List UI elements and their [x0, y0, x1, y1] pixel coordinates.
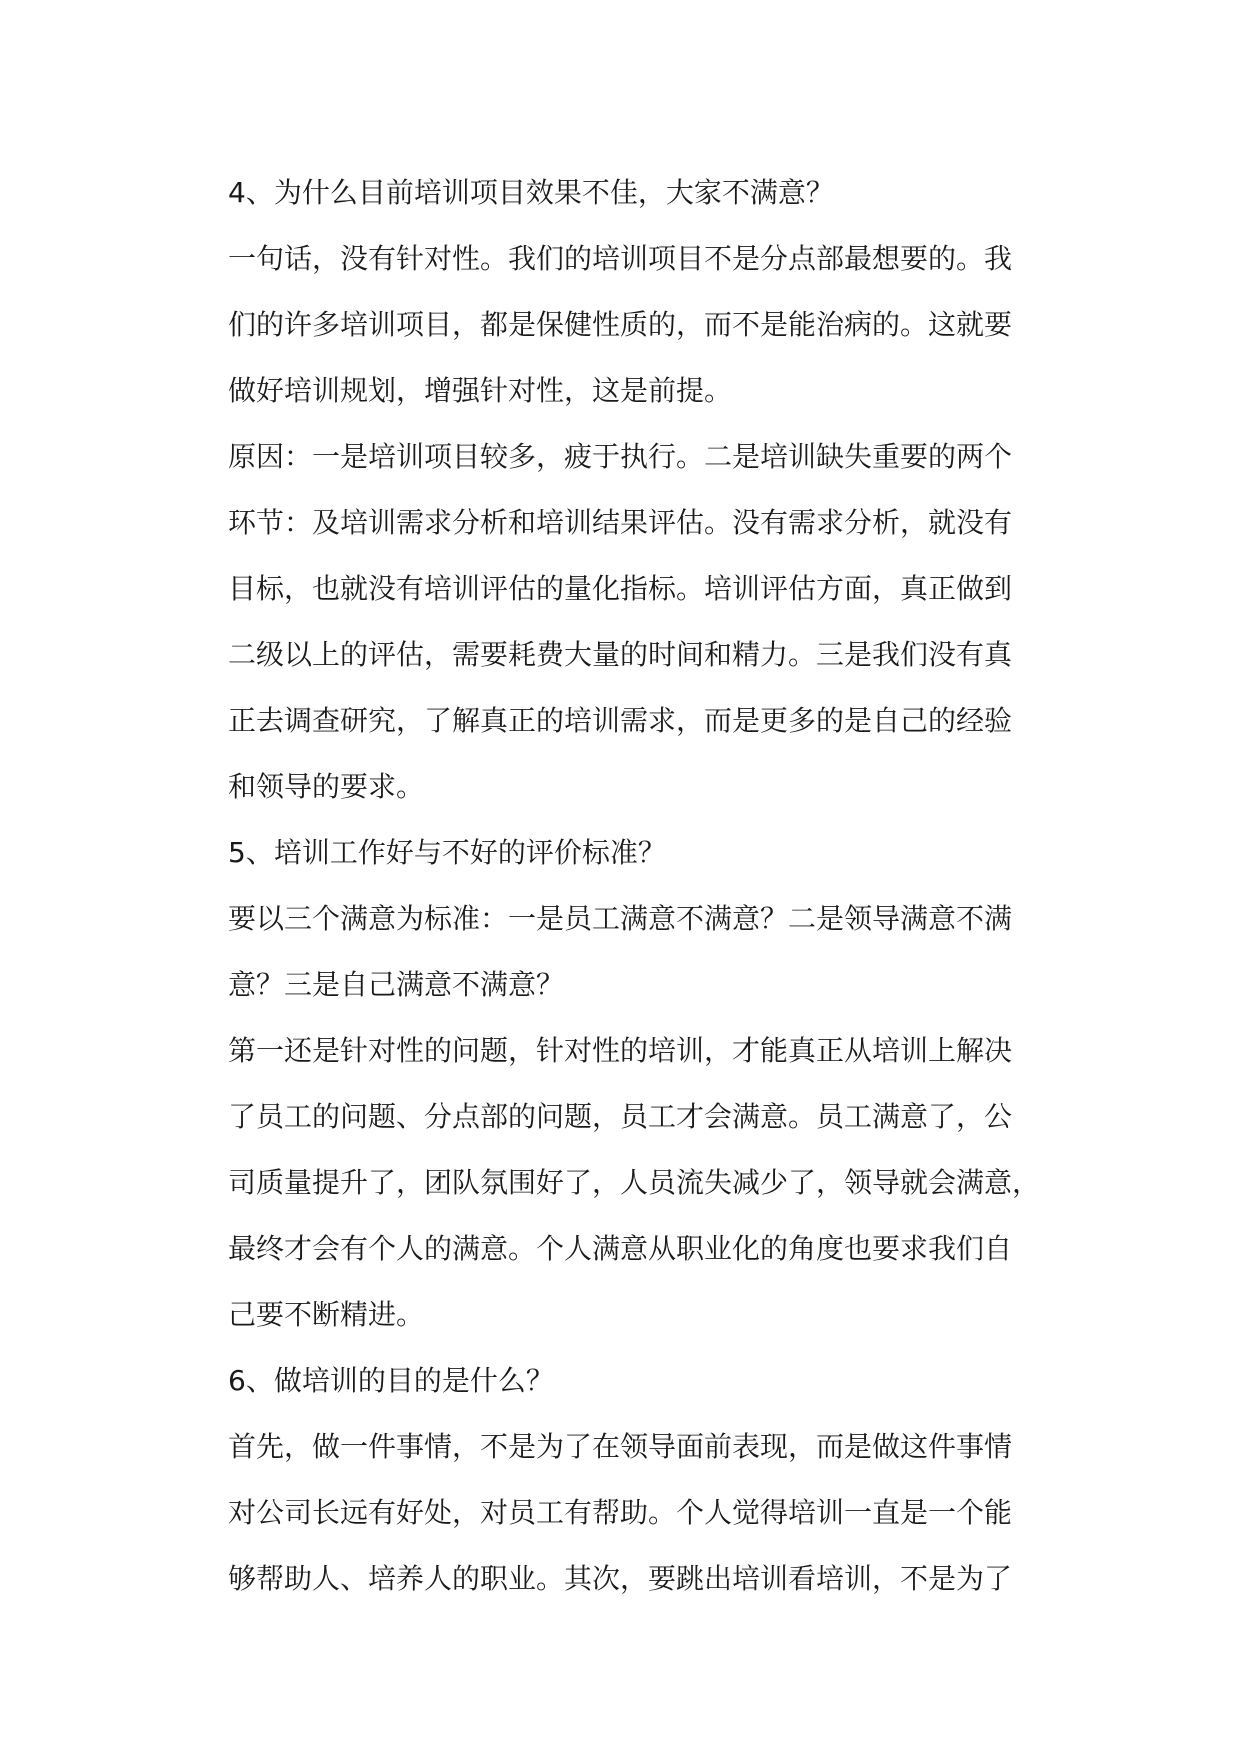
- paragraph-line: 正去调查研究，了解真正的培训需求，而是更多的是自己的经验: [228, 704, 1013, 737]
- paragraph-line: 们的许多培训项目，都是保健性质的，而不是能治病的。这就要: [228, 308, 1013, 341]
- paragraph-line: 司质量提升了，团队氛围好了，人员流失减少了，领导就会满意，: [228, 1166, 1041, 1199]
- paragraph-line: 对公司长远有好处，对员工有帮助。个人觉得培训一直是一个能: [228, 1496, 1013, 1529]
- paragraph-line: 意？三是自己满意不满意？: [228, 968, 565, 1001]
- paragraph-line: 够帮助人、培养人的职业。其次，要跳出培训看培训，不是为了: [228, 1562, 1013, 1595]
- paragraph-line: 第一还是针对性的问题，针对性的培训，才能真正从培训上解决: [228, 1034, 1013, 1067]
- heading-question-5: 5、培训工作好与不好的评价标准？: [228, 836, 666, 869]
- paragraph-line: 了员工的问题、分点部的问题，员工才会满意。员工满意了，公: [228, 1100, 1013, 1133]
- paragraph-line: 要以三个满意为标准：一是员工满意不满意？二是领导满意不满: [228, 902, 1013, 935]
- paragraph-line: 一句话，没有针对性。我们的培训项目不是分点部最想要的。我: [228, 242, 1013, 275]
- heading-question-4: 4、为什么目前培训项目效果不佳，大家不满意？: [228, 176, 834, 209]
- paragraph-line: 目标，也就没有培训评估的量化指标。培训评估方面，真正做到: [228, 572, 1013, 605]
- paragraph-line: 和领导的要求。: [228, 770, 425, 803]
- paragraph-line: 二级以上的评估，需要耗费大量的时间和精力。三是我们没有真: [228, 638, 1013, 671]
- document-body: [228, 160, 1088, 1612]
- paragraph-line: 首先，做一件事情，不是为了在领导面前表现，而是做这件事情: [228, 1430, 1013, 1463]
- paragraph-line: 己要不断精进。: [228, 1298, 425, 1331]
- paragraph-line: 做好培训规划，增强针对性，这是前提。: [228, 374, 733, 407]
- heading-question-6: 6、做培训的目的是什么？: [228, 1364, 554, 1397]
- paragraph-line: 最终才会有个人的满意。个人满意从职业化的角度也要求我们自: [228, 1232, 1013, 1265]
- paragraph-line: 原因：一是培训项目较多，疲于执行。二是培训缺失重要的两个: [228, 440, 1013, 473]
- paragraph-line: 环节：及培训需求分析和培训结果评估。没有需求分析，就没有: [228, 506, 1013, 539]
